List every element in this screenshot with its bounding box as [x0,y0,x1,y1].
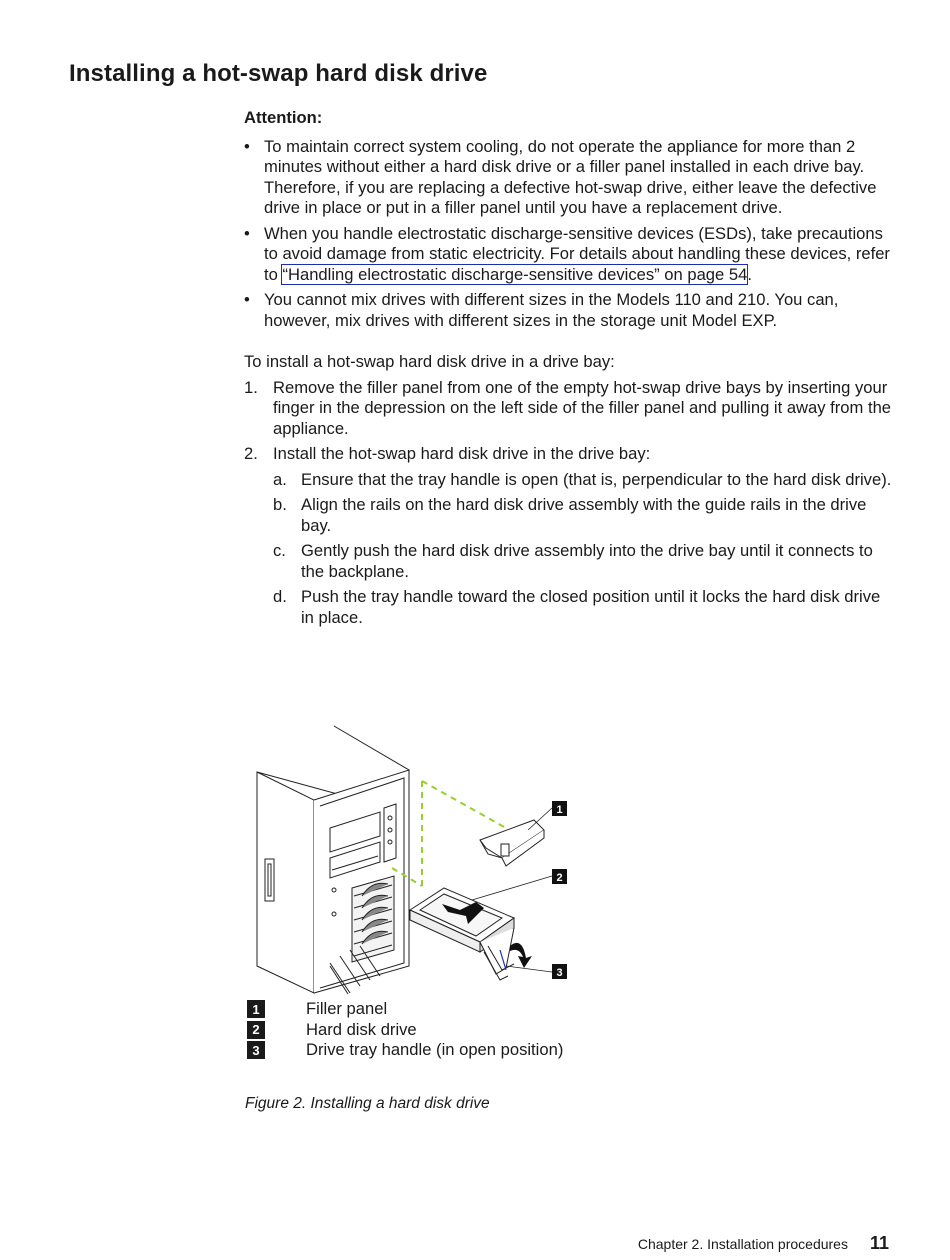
step-number: 2. [244,444,258,463]
section-heading: Installing a hot-swap hard disk drive [69,60,488,87]
substep-letter: b. [273,495,287,514]
main-content [244,108,894,633]
substep-letter: a. [273,469,287,489]
step-item [244,444,894,628]
step-text: Install the hot-swap hard disk drive in the drive bay: [273,444,651,463]
hard-disk-installation-illustration [244,718,584,1003]
substep-item [273,541,894,582]
substep-item [273,495,894,536]
figure-legend [247,999,563,1061]
bullet-icon: • [244,136,250,156]
page-number: 11 [869,1233,889,1253]
substep-text: Push the tray handle toward the closed position until it locks the hard disk drive in place. [301,587,881,627]
substep-item [273,587,894,628]
list-item [244,290,894,331]
chapter-title: Chapter 2. Installation procedures [637,1236,848,1252]
callout-1 [552,801,567,816]
legend-number-badge: 2 [247,1021,265,1039]
legend-row [247,999,563,1020]
step-number: 1. [244,377,258,397]
substep-text: Ensure that the tray handle is open (that is, perpendicular to the hard disk drive). [301,469,892,489]
callout-3 [552,964,567,979]
attention-list [244,137,894,332]
step-item [244,378,894,440]
bullet-icon: • [244,223,250,243]
legend-text: Filler panel [306,999,388,1019]
legend-number-badge: 3 [247,1041,265,1059]
step-text: Remove the filler panel from one of the empty hot-swap drive bays by inserting your finger in the depression on the left side of the filler panel and pulling it away from the appliance. [273,377,892,438]
procedure-intro: To install a hot-swap hard disk drive in a drive bay: [244,352,615,371]
bullet-text: You cannot mix drives with different sizes in the Models 110 and 210. You can, however, mix drives with different sizes in the storage unit Model EXP. [264,290,839,330]
substep-letter: d. [273,587,287,606]
legend-row [247,1020,563,1041]
substep-text: Gently push the hard disk drive assembly into the drive bay until it connects to the backplane. [301,541,873,581]
callout-2-label: 2 [556,872,563,884]
list-item [244,137,894,219]
bullet-text: To maintain correct system cooling, do not operate the appliance for more than 2 minutes without either a hard disk drive or a filler panel installed in each drive bay. Therefore, if you are replacing a defective hot-swap drive, either leave the defective drive in place or put in a filler panel until you have a replacement drive. [264,136,877,217]
legend-text: Drive tray handle (in open position) [306,1040,564,1060]
bullet-text-end: . [747,264,752,284]
bullet-text: When you handle electrostatic discharge-sensitive devices (ESDs), take precautions to avoid damage from static electricity. For details about handling these devices, refer to [264,223,890,284]
legend-number-badge: 1 [247,1000,265,1018]
callout-1-label: 1 [556,804,563,816]
esd-cross-reference-link[interactable]: “Handling electrostatic discharge-sensitive devices” on page 54 [282,264,748,284]
substep-text: Align the rails on the hard disk drive assembly with the guide rails in the drive bay. [301,495,867,535]
bullet-icon: • [244,290,250,309]
page-footer [638,1233,889,1254]
substep-item [273,470,894,491]
substep-letter: c. [273,541,286,560]
callout-3-label: 3 [556,967,563,979]
attention-label: Attention: [244,108,323,127]
legend-row [247,1040,563,1061]
list-item [244,224,894,286]
procedure-steps [244,378,894,629]
substeps [273,470,894,629]
callout-2 [552,869,567,884]
figure-caption: Figure 2. Installing a hard disk drive [245,1095,490,1112]
legend-text: Hard disk drive [306,1019,417,1039]
